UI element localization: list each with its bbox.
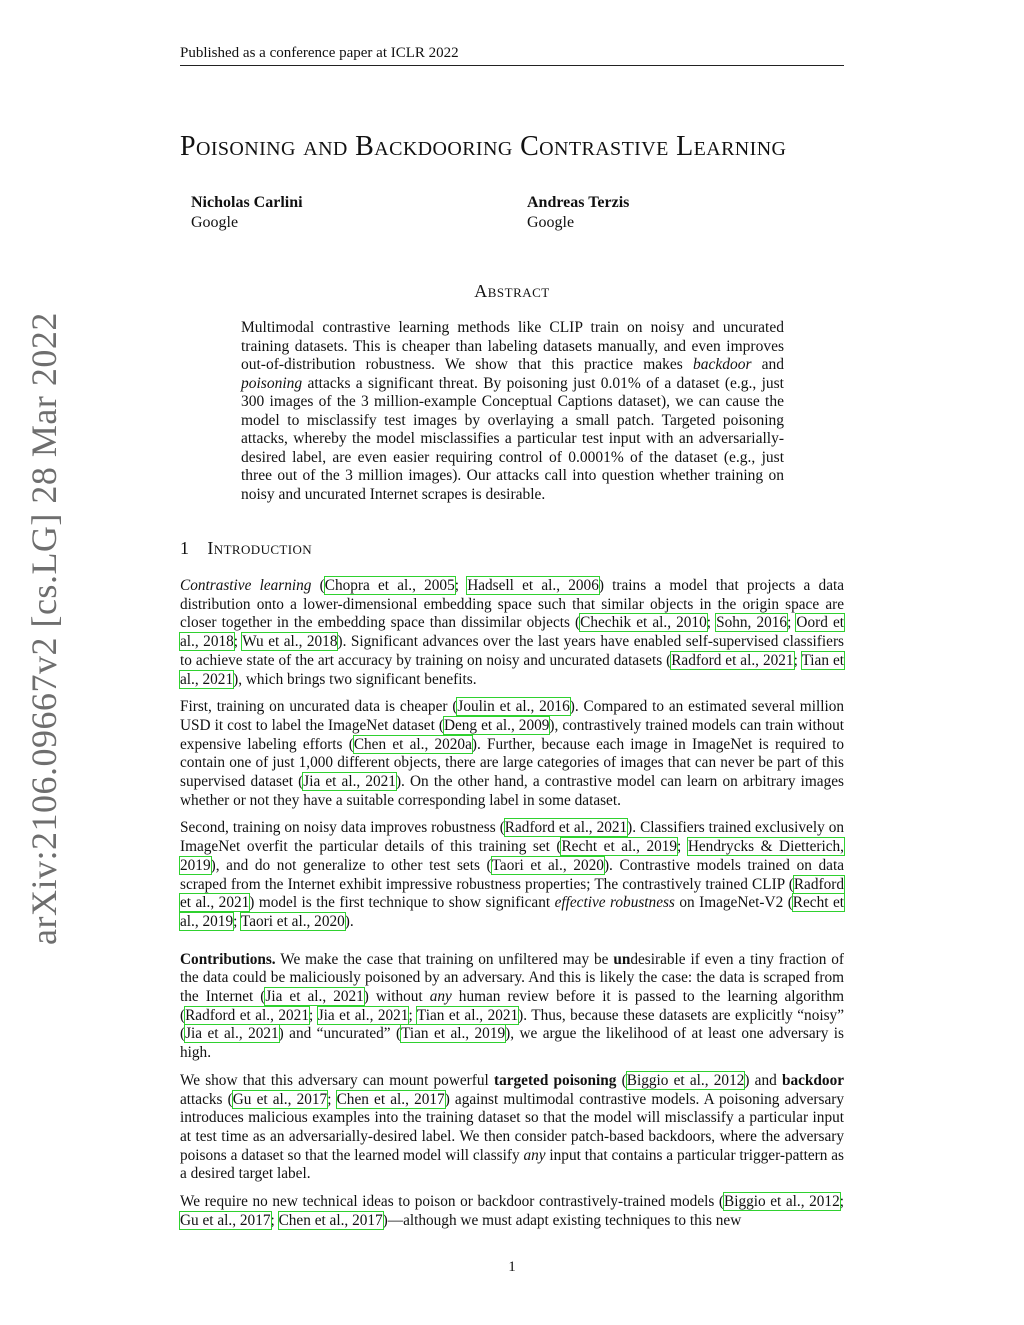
paragraph: Contrastive learning (Chopra et al., 2005; Hadsell et al., 2006) trains a model that projects a data distribution onto a lower-dimensional embedding space such that similar objects in the origin space are closer together in the embedding space than dissimilar objects (Chechik et al., 2010; Sohn, 2016; Oord et al., 2018; Wu et al., 2018). Significant advances over the last years have enabled self-supervised classifiers to achieve state of the art accuracy by training on noisy and uncurated datasets (Radford et al., 2021; Tian et al., 2021), which brings two significant benefits. xyxy=(180,577,845,688)
paragraph: We show that this adversary can mount powerful targeted poisoning (Biggio et al., 2012) and backdoor attacks (Gu et al., 2017; Chen et al., 2017) against multimodal contrastive models. A poisoning adversary introduces malicious examples into the training dataset so that the model will misclassify a particular input at test time as an adversarially-desired label. We then consider patch-based backdoors, where the adversary poisons a dataset so that the learned model will classify any input that contains a particular trigger-pattern as a desired target label. xyxy=(180,1071,845,1183)
author-block xyxy=(191,193,303,233)
citation-link[interactable]: Deng et al., 2009 xyxy=(443,716,550,734)
paragraph-lead: Contributions. xyxy=(180,950,276,968)
paragraph: We require no new technical ideas to poison or backdoor contrastively-trained models (Biggio et al., 2012; Gu et al., 2017; Chen et al., 2017)—although we must adapt existing techniques to this new xyxy=(180,1193,844,1229)
emphasis: backdoor xyxy=(692,356,752,373)
citation-link[interactable]: Taori et al., 2020 xyxy=(240,912,345,930)
author-name: Andreas Terzis xyxy=(527,194,630,211)
citation-link[interactable]: Chechik et al., 2010 xyxy=(580,614,707,632)
paper-title: Poisoning and Backdooring Contrastive Learning xyxy=(180,131,787,162)
section-number: 1 xyxy=(180,538,190,558)
author-affiliation: Google xyxy=(191,214,239,231)
citation-link[interactable]: Tian et al., 2021 xyxy=(416,1006,519,1024)
author-block xyxy=(527,193,629,233)
citation-link[interactable]: Recht et al., 2019 xyxy=(561,838,678,856)
citation-link[interactable]: Gu et al., 2017 xyxy=(180,1211,271,1229)
citation-link[interactable]: Hendrycks & Dietterich, 2019 xyxy=(180,838,845,874)
emphasis: any xyxy=(429,988,452,1006)
paragraph: First, training on uncurated data is cheaper (Joulin et al., 2016). Compared to an estimated several million USD it cost to label the ImageNet dataset (Deng et al., 2009), contrastively trained models can train without expensive labeling efforts (Chen et al., 2020a). Further, because each image in ImageNet is required to contain one of just 1,000 different objects, there are large categories of images that can never be part of this supervised dataset (Jia et al., 2021). On the other hand, a contrastive model can learn on arbitrary images whether or not they have a suitable corresponding label in some dataset. xyxy=(180,698,845,809)
paragraph: Contributions. We make the case that training on unfiltered may be undesirable if even a tiny fraction of the data could be maliciously poisoned by an adversary. And this is likely the case: the data is scraped from the Internet (Jia et al., 2021) without any human review before it is passed to the learning algorithm (Radford et al., 2021; Jia et al., 2021; Tian et al., 2021). Thus, because these datasets are explicitly “noisy” (Jia et al., 2021) and “uncurated” (Tian et al., 2019), we argue the likelihood of at least one adversary is high. xyxy=(180,950,844,1062)
citation-link[interactable]: Radford et al., 2021 xyxy=(180,875,844,912)
author-name: Nicholas Carlini xyxy=(191,194,303,211)
citation-link[interactable]: Oord et al., 2018 xyxy=(180,614,844,651)
citation-link[interactable]: Sohn, 2016 xyxy=(716,614,788,632)
citation-link[interactable]: Gu et al., 2017 xyxy=(232,1090,328,1108)
citation-link[interactable]: Tian et al., 2021 xyxy=(180,651,844,688)
citation-link[interactable]: Hadsell et al., 2006 xyxy=(467,577,599,594)
arxiv-identifier-stamp: arXiv:2106.09667v2 [cs.LG] 28 Mar 2022 xyxy=(24,312,64,945)
paragraph: Second, training on noisy data improves robustness (Radford et al., 2021). Classifiers trained exclusively on ImageNet overfit the particular details of this training set (Recht et al., 2019; Hendrycks & Dietterich, 2019), and do not generalize to other test sets (Taori et al., 2020). Contrastive models trained on data scraped from the Internet exhibit impressive robustness properties; The contrastively trained CLIP (Radford et al., 2021) model is the first technique to show significant effective robustness on ImageNet-V2 (Recht et al., 2019; Taori et al., 2020). xyxy=(180,819,845,930)
emphasis: any xyxy=(523,1146,546,1164)
emphasis: Contrastive learning xyxy=(180,577,312,594)
section-title: Introduction xyxy=(207,538,313,558)
citation-link[interactable]: Tian et al., 2019 xyxy=(401,1025,506,1043)
citation-link[interactable]: Joulin et al., 2016 xyxy=(457,698,570,716)
header-rule xyxy=(180,65,844,66)
intro-body xyxy=(180,577,844,1240)
citation-link[interactable]: Jia et al., 2021 xyxy=(317,1006,409,1024)
author-affiliation: Google xyxy=(527,214,575,231)
citation-link[interactable]: Jia et al., 2021 xyxy=(185,1025,279,1043)
citation-link[interactable]: Chen et al., 2020a xyxy=(353,735,472,753)
citation-link[interactable]: Jia et al., 2021 xyxy=(303,773,396,791)
citation-link[interactable]: Jia et al., 2021 xyxy=(265,988,364,1006)
citation-link[interactable]: Taori et al., 2020 xyxy=(491,856,604,874)
running-header: Published as a conference paper at ICLR 2022 xyxy=(180,45,459,61)
page-number: 1 xyxy=(508,1259,516,1275)
emphasis: effective robustness xyxy=(554,894,675,912)
citation-link[interactable]: Biggio et al., 2012 xyxy=(724,1193,840,1211)
citation-link[interactable]: Chen et al., 2017 xyxy=(278,1211,383,1229)
abstract-heading: Abstract xyxy=(474,281,550,301)
emphasis-bold: targeted poisoning xyxy=(493,1071,617,1089)
emphasis-bold: backdoor xyxy=(781,1071,845,1089)
emphasis-bold: un xyxy=(613,950,631,968)
citation-link[interactable]: Biggio et al., 2012 xyxy=(626,1071,745,1089)
emphasis: poisoning xyxy=(241,374,303,392)
section-heading xyxy=(180,536,312,560)
citation-link[interactable]: Radford et al., 2021 xyxy=(671,651,794,669)
citation-link[interactable]: Wu et al., 2018 xyxy=(242,633,338,651)
abstract-text: Multimodal contrastive learning methods like CLIP train on noisy and uncurated training datasets. This is cheaper than labeling datasets manually, and even improves out-of-distribution robustness. We show that this practice makes backdoor and poisoning attacks a significant threat. By poisoning just 0.01% of a dataset (e.g., just 300 images of the 3 million-example Conceptual Captions dataset), we can cause the model to misclassify test images by overlaying a small patch. Targeted poisoning attacks, whereby the model misclassifies a particular test input with an adversarially-desired label, are even easier requiring control of 0.0001% of the dataset (e.g., just three out of the 3 million images). Our attacks call into question whether training on noisy and uncurated Internet scrapes is desirable. xyxy=(241,319,785,503)
citation-link[interactable]: Radford et al., 2021 xyxy=(504,819,628,837)
citation-link[interactable]: Radford et al., 2021 xyxy=(185,1006,309,1024)
citation-link[interactable]: Recht et al., 2019 xyxy=(180,894,844,930)
citation-link[interactable]: Chopra et al., 2005 xyxy=(324,577,455,594)
citation-link[interactable]: Chen et al., 2017 xyxy=(336,1090,445,1108)
